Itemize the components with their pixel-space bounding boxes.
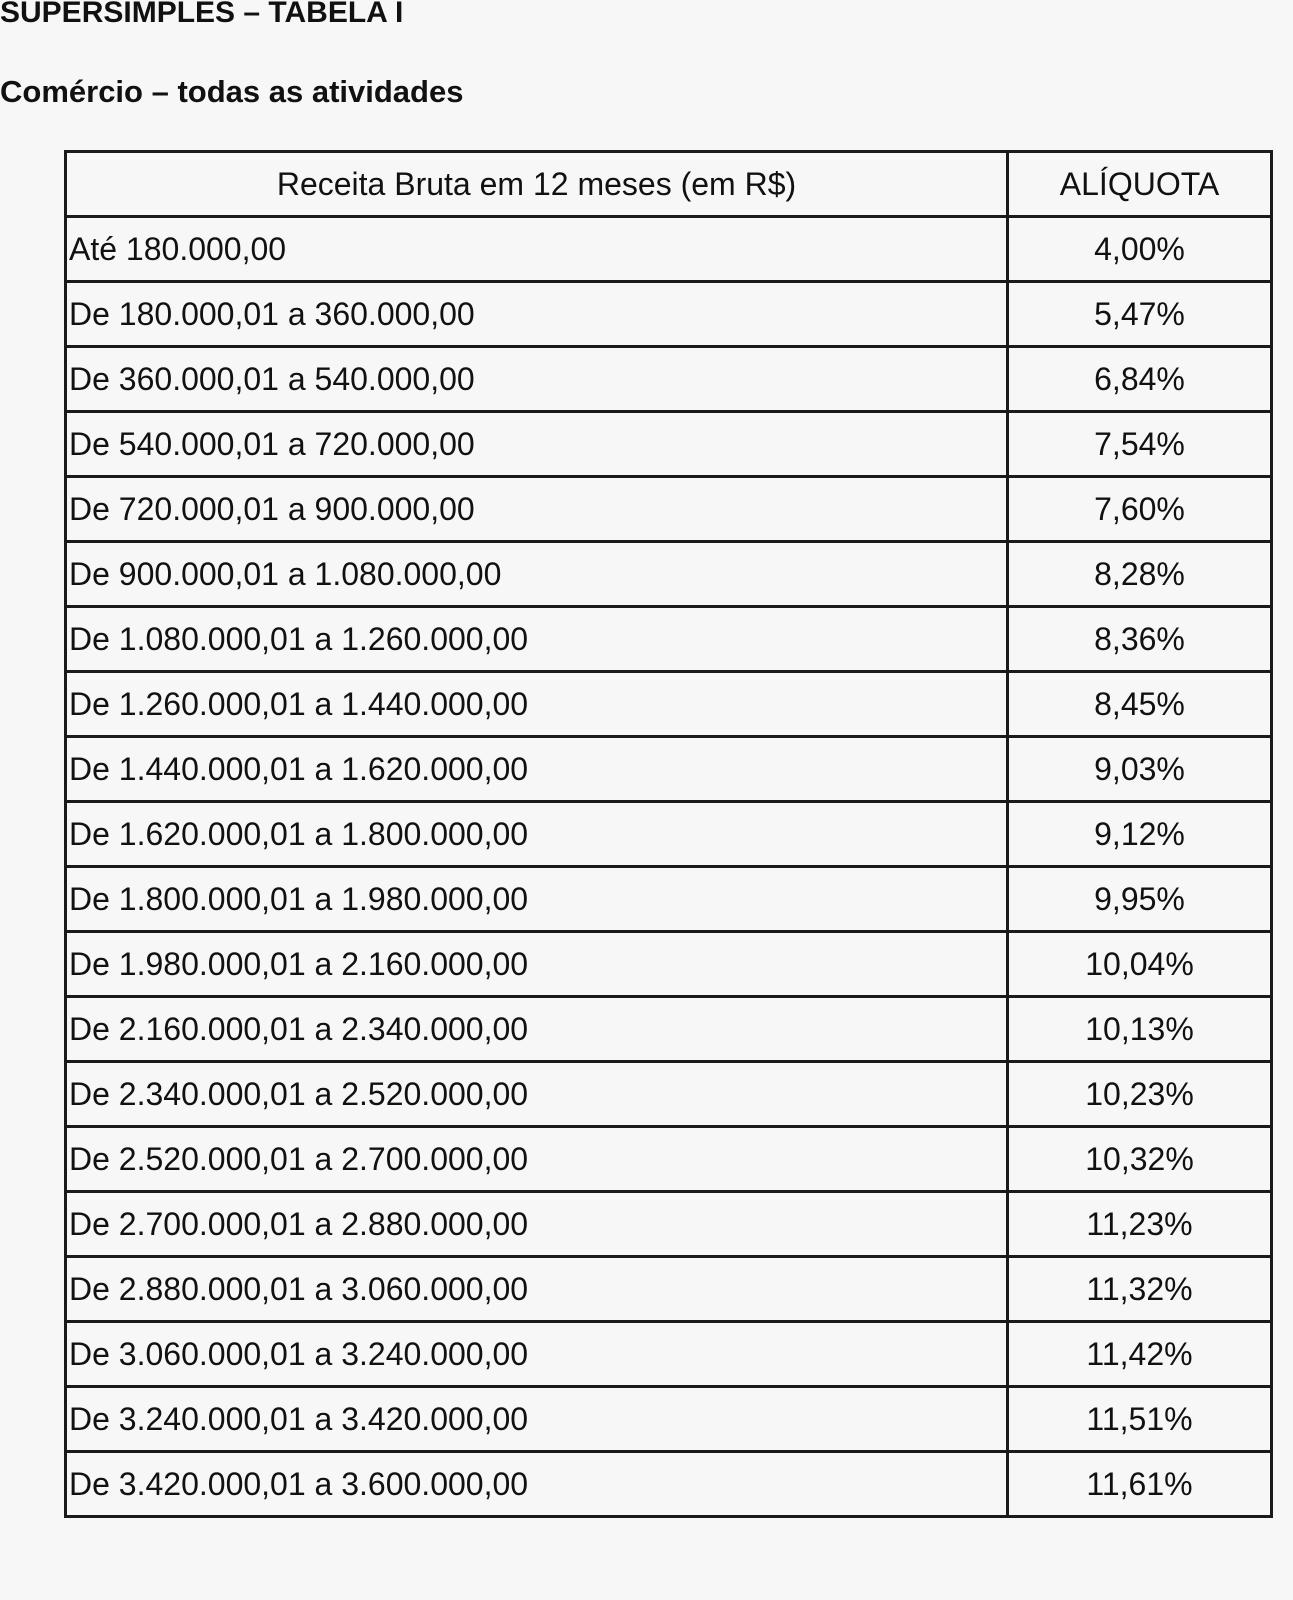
rate-cell: 11,61% xyxy=(1008,1452,1272,1517)
rate-cell: 11,23% xyxy=(1008,1192,1272,1257)
revenue-range-cell: De 2.700.000,01 a 2.880.000,00 xyxy=(66,1192,1008,1257)
table-row xyxy=(66,282,1272,347)
table-row xyxy=(66,347,1272,412)
table-row xyxy=(66,607,1272,672)
table-row xyxy=(66,1387,1272,1452)
rate-cell: 6,84% xyxy=(1008,347,1272,412)
table-row xyxy=(66,412,1272,477)
table-row xyxy=(66,802,1272,867)
rate-cell: 10,13% xyxy=(1008,997,1272,1062)
revenue-range-cell: De 720.000,01 a 900.000,00 xyxy=(66,477,1008,542)
header-revenue: Receita Bruta em 12 meses (em R$) xyxy=(66,152,1008,217)
table-row xyxy=(66,477,1272,542)
table-row xyxy=(66,1452,1272,1517)
revenue-range-cell: De 1.620.000,01 a 1.800.000,00 xyxy=(66,802,1008,867)
rate-cell: 10,23% xyxy=(1008,1062,1272,1127)
rate-cell: 7,60% xyxy=(1008,477,1272,542)
table-row xyxy=(66,1062,1272,1127)
table-row xyxy=(66,1127,1272,1192)
rate-cell: 11,32% xyxy=(1008,1257,1272,1322)
revenue-range-cell: De 360.000,01 a 540.000,00 xyxy=(66,347,1008,412)
revenue-range-cell: De 2.340.000,01 a 2.520.000,00 xyxy=(66,1062,1008,1127)
document-title: SUPERSIMPLES – TABELA I xyxy=(0,0,404,29)
revenue-range-cell: De 3.060.000,01 a 3.240.000,00 xyxy=(66,1322,1008,1387)
table-row xyxy=(66,542,1272,607)
revenue-range-cell: Até 180.000,00 xyxy=(66,217,1008,282)
rate-cell: 9,03% xyxy=(1008,737,1272,802)
table-row xyxy=(66,1257,1272,1322)
revenue-range-cell: De 540.000,01 a 720.000,00 xyxy=(66,412,1008,477)
table-row xyxy=(66,1322,1272,1387)
revenue-range-cell: De 2.160.000,01 a 2.340.000,00 xyxy=(66,997,1008,1062)
table-header xyxy=(66,152,1272,217)
revenue-range-cell: De 3.240.000,01 a 3.420.000,00 xyxy=(66,1387,1008,1452)
tax-rate-table xyxy=(64,150,1273,1518)
table-row xyxy=(66,217,1272,282)
table-row xyxy=(66,737,1272,802)
rate-cell: 7,54% xyxy=(1008,412,1272,477)
table-row xyxy=(66,997,1272,1062)
revenue-range-cell: De 2.520.000,01 a 2.700.000,00 xyxy=(66,1127,1008,1192)
rate-cell: 10,04% xyxy=(1008,932,1272,997)
header-row xyxy=(66,152,1272,217)
rate-cell: 8,36% xyxy=(1008,607,1272,672)
revenue-range-cell: De 1.440.000,01 a 1.620.000,00 xyxy=(66,737,1008,802)
document-subtitle: Comércio – todas as atividades xyxy=(0,74,464,109)
header-rate: ALÍQUOTA xyxy=(1008,152,1272,217)
revenue-range-cell: De 1.800.000,01 a 1.980.000,00 xyxy=(66,867,1008,932)
table-row xyxy=(66,867,1272,932)
table-body xyxy=(66,217,1272,1517)
rate-cell: 11,42% xyxy=(1008,1322,1272,1387)
table-row xyxy=(66,672,1272,737)
rate-cell: 9,12% xyxy=(1008,802,1272,867)
rate-cell: 10,32% xyxy=(1008,1127,1272,1192)
revenue-range-cell: De 180.000,01 a 360.000,00 xyxy=(66,282,1008,347)
rate-cell: 4,00% xyxy=(1008,217,1272,282)
revenue-range-cell: De 900.000,01 a 1.080.000,00 xyxy=(66,542,1008,607)
rate-cell: 8,45% xyxy=(1008,672,1272,737)
revenue-range-cell: De 3.420.000,01 a 3.600.000,00 xyxy=(66,1452,1008,1517)
table-row xyxy=(66,1192,1272,1257)
revenue-range-cell: De 1.080.000,01 a 1.260.000,00 xyxy=(66,607,1008,672)
rate-cell: 9,95% xyxy=(1008,867,1272,932)
revenue-range-cell: De 2.880.000,01 a 3.060.000,00 xyxy=(66,1257,1008,1322)
revenue-range-cell: De 1.980.000,01 a 2.160.000,00 xyxy=(66,932,1008,997)
rate-cell: 8,28% xyxy=(1008,542,1272,607)
rate-cell: 11,51% xyxy=(1008,1387,1272,1452)
table-row xyxy=(66,932,1272,997)
rate-cell: 5,47% xyxy=(1008,282,1272,347)
revenue-range-cell: De 1.260.000,01 a 1.440.000,00 xyxy=(66,672,1008,737)
